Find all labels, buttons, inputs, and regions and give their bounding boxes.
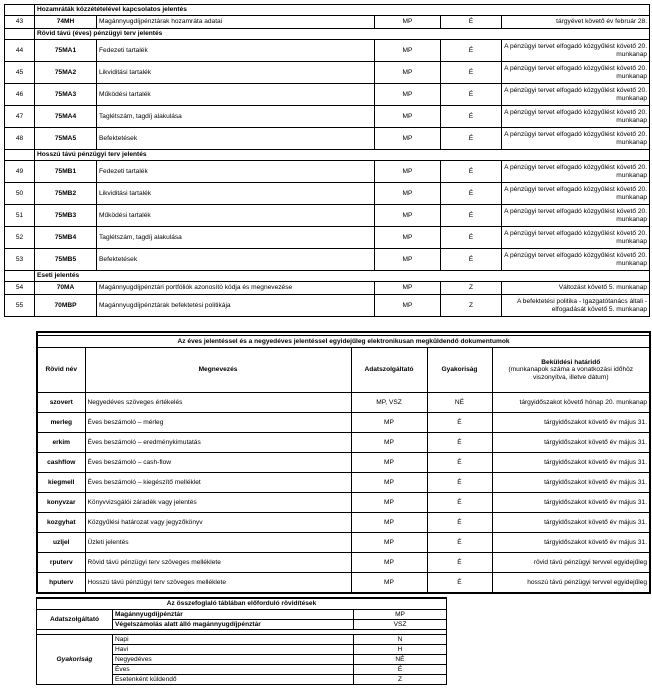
section-title: Hozamráták közzétételével kapcsolatos jelentés — [35, 5, 650, 16]
table-row — [37, 533, 650, 553]
table-row — [5, 161, 650, 183]
row-deadline: rövid távú pénzügyi tervvel egyidejűleg — [492, 553, 650, 573]
row-provider: MP — [351, 533, 427, 553]
abbr-name: Napi — [113, 635, 354, 645]
row-number: 52 — [5, 227, 35, 249]
row-frequency: Z — [441, 282, 502, 295]
documents-table — [36, 331, 651, 594]
table-row — [37, 433, 650, 453]
abbr-code: Z — [354, 675, 447, 685]
row-deadline: A pénzügyi tervet elfogadó közgyűlést követő 20. munkanap — [502, 161, 650, 183]
row-deadline: tárgyévet követő év február 28. — [502, 16, 650, 29]
row-deadline: tárgyidőszakot követő hónap 20. munkanap — [492, 393, 650, 413]
table-row — [37, 635, 447, 645]
header-provider: Adatszolgáltató — [351, 348, 427, 393]
row-deadline: A pénzügyi tervet elfogadó közgyűlést követő 20. munkanap — [502, 249, 650, 271]
row-deadline: A pénzügyi tervet elfogadó közgyűlést követő 20. munkanap — [502, 227, 650, 249]
row-deadline: Változást követő 5. munkanap — [502, 282, 650, 295]
row-frequency: É — [441, 16, 502, 29]
row-name: Fedezeti tartalék — [97, 161, 375, 183]
section-row — [5, 29, 650, 40]
row-frequency: É — [441, 249, 502, 271]
row-code: 70MBP — [35, 295, 97, 317]
row-code: uzljel — [37, 533, 85, 553]
row-name: Rövid távú pénzügyi terv szöveges melléklete — [85, 553, 351, 573]
row-code: merleg — [37, 413, 85, 433]
row-provider: MP — [375, 84, 441, 106]
row-code: 75MB3 — [35, 205, 97, 227]
row-deadline: tárgyidőszakot követő év május 31. — [492, 533, 650, 553]
abbr-code: NÉ — [354, 655, 447, 665]
row-code: hputerv — [37, 573, 85, 594]
table-row — [5, 227, 650, 249]
table-row — [5, 183, 650, 205]
row-frequency: É — [427, 413, 492, 433]
row-code: cashflow — [37, 453, 85, 473]
table-row — [37, 493, 650, 513]
row-name: Magánnyugdíjpénztárak hozamráta adatai — [97, 16, 375, 29]
header-deadline-note: (munkanapok száma a vonatkozási időhöz viszonyítva, illetve dátum) — [508, 366, 634, 381]
row-number: 46 — [5, 84, 35, 106]
row-name: Taglétszám, tagdíj alakulása — [97, 106, 375, 128]
row-frequency: É — [441, 106, 502, 128]
abbr-name: Esetenként küldendő — [113, 675, 354, 685]
row-name: Könyvvizsgálói záradék vagy jelentés — [85, 493, 351, 513]
row-name: Éves beszámoló – cash-flow — [85, 453, 351, 473]
row-number: 45 — [5, 62, 35, 84]
table-row — [37, 453, 650, 473]
row-number: 43 — [5, 16, 35, 29]
row-name: Taglétszám, tagdíj alakulása — [97, 227, 375, 249]
row-deadline: A pénzügyi tervet elfogadó közgyűlést követő 20. munkanap — [502, 106, 650, 128]
row-deadline: A pénzügyi tervet elfogadó közgyűlést követő 20. munkanap — [502, 62, 650, 84]
row-frequency: É — [441, 183, 502, 205]
row-frequency: É — [427, 553, 492, 573]
row-name: Fedezeti tartalék — [97, 40, 375, 62]
report-table — [4, 4, 650, 317]
row-frequency: Z — [441, 295, 502, 317]
row-code: erkim — [37, 433, 85, 453]
row-frequency: É — [427, 533, 492, 553]
row-code: 75MA4 — [35, 106, 97, 128]
abbr-name: Havi — [113, 645, 354, 655]
table-row — [5, 40, 650, 62]
header-code: Rövid név — [37, 348, 85, 393]
abbr-name: Magánnyugdíjpénztár — [113, 610, 354, 620]
row-name: Negyedéves szöveges értékelés — [85, 393, 351, 413]
row-code: 75MA1 — [35, 40, 97, 62]
row-code: 75MB2 — [35, 183, 97, 205]
row-frequency: É — [427, 473, 492, 493]
row-code: szovert — [37, 393, 85, 413]
row-number: 44 — [5, 40, 35, 62]
row-name: Likviditási tartalék — [97, 62, 375, 84]
row-deadline: tárgyidőszakot követő év május 31. — [492, 433, 650, 453]
header-name: Megnevezés — [85, 348, 351, 393]
abbr-name: Végelszámolás alatt álló magánnyugdíjpénztár — [113, 620, 354, 630]
section-row — [5, 5, 650, 16]
row-name: Likviditási tartalék — [97, 183, 375, 205]
row-number: 53 — [5, 249, 35, 271]
table-row — [5, 249, 650, 271]
row-code: rputerv — [37, 553, 85, 573]
abbr-code: É — [354, 665, 447, 675]
row-number: 47 — [5, 106, 35, 128]
abbr-code: MP — [354, 610, 447, 620]
table-row — [37, 513, 650, 533]
row-deadline: A pénzügyi tervet elfogadó közgyűlést követő 20. munkanap — [502, 40, 650, 62]
row-code: 75MB1 — [35, 161, 97, 183]
row-code: 75MA2 — [35, 62, 97, 84]
row-deadline: tárgyidőszakot követő év május 31. — [492, 513, 650, 533]
row-frequency: NÉ — [427, 393, 492, 413]
row-provider: MP — [351, 413, 427, 433]
row-provider: MP — [375, 295, 441, 317]
row-provider: MP — [351, 453, 427, 473]
row-deadline: tárgyidőszakot követő év május 31. — [492, 453, 650, 473]
table-row — [37, 610, 447, 620]
group-label-frequency: Gyakoriság — [37, 635, 113, 685]
row-provider: MP — [375, 183, 441, 205]
abbr-code: VSZ — [354, 620, 447, 630]
row-provider: MP — [375, 249, 441, 271]
row-name: Éves beszámoló – kiegészítő melléklet — [85, 473, 351, 493]
row-code: 70MA — [35, 282, 97, 295]
section-title: Rövid távú (éves) pénzügyi terv jelentés — [35, 29, 650, 40]
row-number: 50 — [5, 183, 35, 205]
row-name: Befektetések — [97, 128, 375, 150]
row-name: Éves beszámoló – eredménykimutatás — [85, 433, 351, 453]
table-row — [5, 62, 650, 84]
section-title: Hosszú távú pénzügyi terv jelentés — [35, 150, 650, 161]
row-frequency: É — [427, 493, 492, 513]
row-frequency: É — [441, 161, 502, 183]
row-frequency: É — [427, 453, 492, 473]
row-deadline: A pénzügyi tervet elfogadó közgyűlést követő 20. munkanap — [502, 84, 650, 106]
row-deadline: tárgyidőszakot követő év május 31. — [492, 473, 650, 493]
row-provider: MP — [375, 62, 441, 84]
group-label-provider: Adatszolgáltató — [37, 610, 113, 630]
section-row — [5, 271, 650, 282]
row-frequency: É — [441, 40, 502, 62]
section-row — [5, 150, 650, 161]
row-provider: MP — [375, 106, 441, 128]
row-frequency: É — [427, 433, 492, 453]
header-deadline — [492, 348, 650, 393]
row-code: 75MB5 — [35, 249, 97, 271]
row-frequency: É — [441, 205, 502, 227]
row-name: Befektetések — [97, 249, 375, 271]
row-name: Magánnyugdíjpénztárak befektetési politikája — [97, 295, 375, 317]
table-row — [5, 128, 650, 150]
row-provider: MP — [375, 227, 441, 249]
row-name: Működési tartalék — [97, 205, 375, 227]
row-name: Magánnyugdíjpénztári portfóliók azonosító kódja és megnevezése — [97, 282, 375, 295]
row-provider: MP, VSZ — [351, 393, 427, 413]
row-deadline: A pénzügyi tervet elfogadó közgyűlést követő 20. munkanap — [502, 205, 650, 227]
table-row — [5, 16, 650, 29]
row-provider: MP — [351, 473, 427, 493]
header-frequency: Gyakoriság — [427, 348, 492, 393]
row-frequency: É — [441, 62, 502, 84]
row-provider: MP — [375, 16, 441, 29]
table-row — [5, 295, 650, 317]
row-provider: MP — [375, 161, 441, 183]
row-provider: MP — [351, 553, 427, 573]
section-title: Eseti jelentés — [35, 271, 650, 282]
table-row — [5, 205, 650, 227]
table-row — [37, 393, 650, 413]
row-name: Éves beszámoló – mérleg — [85, 413, 351, 433]
row-number: 54 — [5, 282, 35, 295]
row-code: 75MA5 — [35, 128, 97, 150]
abbreviations-table — [36, 597, 447, 685]
table-row — [37, 473, 650, 493]
row-code: konyvzar — [37, 493, 85, 513]
row-code: 75MA3 — [35, 84, 97, 106]
row-provider: MP — [351, 513, 427, 533]
row-deadline: A pénzügyi tervet elfogadó közgyűlést követő 20. munkanap — [502, 183, 650, 205]
table-row — [5, 84, 650, 106]
row-name: Üzleti jelentés — [85, 533, 351, 553]
documents-title: Az éves jelentéssel és a negyedéves jelentéssel egyidejűleg elektronikusan megküldendő dokumentumok — [37, 336, 650, 348]
row-deadline: A befektetési politika - Igazgatótanács általi - elfogadását követő 5. munkanap — [502, 295, 650, 317]
row-provider: MP — [351, 493, 427, 513]
row-number: 55 — [5, 295, 35, 317]
row-code: 75MB4 — [35, 227, 97, 249]
row-deadline: A pénzügyi tervet elfogadó közgyűlést követő 20. munkanap — [502, 128, 650, 150]
abbr-code: N — [354, 635, 447, 645]
row-provider: MP — [351, 573, 427, 594]
row-code: 74MH — [35, 16, 97, 29]
table-row — [37, 573, 650, 594]
row-provider: MP — [351, 433, 427, 453]
row-deadline: tárgyidőszakot követő év május 31. — [492, 493, 650, 513]
table-row — [5, 106, 650, 128]
row-provider: MP — [375, 205, 441, 227]
table-row — [37, 553, 650, 573]
row-frequency: É — [427, 513, 492, 533]
abbr-title-row — [37, 598, 447, 610]
row-frequency: É — [427, 573, 492, 594]
row-frequency: É — [441, 128, 502, 150]
row-provider: MP — [375, 128, 441, 150]
table-row — [5, 282, 650, 295]
row-name: Hosszú távú pénzügyi terv szöveges melléklete — [85, 573, 351, 594]
row-number: 48 — [5, 128, 35, 150]
row-number: 49 — [5, 161, 35, 183]
row-code: kozgyhat — [37, 513, 85, 533]
row-provider: MP — [375, 282, 441, 295]
table-row — [37, 413, 650, 433]
row-name: Működési tartalék — [97, 84, 375, 106]
abbr-name: Éves — [113, 665, 354, 675]
row-name: Közgyűlési határozat vagy jegyzőkönyv — [85, 513, 351, 533]
row-deadline: hosszú távú pénzügyi tervvel egyidejűleg — [492, 573, 650, 594]
row-deadline: tárgyidőszakot követő év május 31. — [492, 413, 650, 433]
abbr-name: Negyedéves — [113, 655, 354, 665]
row-number: 51 — [5, 205, 35, 227]
row-frequency: É — [441, 227, 502, 249]
abbr-title: Az összefoglaló táblában előforduló rövidítések — [37, 598, 447, 610]
row-frequency: É — [441, 84, 502, 106]
abbr-code: H — [354, 645, 447, 655]
row-code: kiegmell — [37, 473, 85, 493]
header-deadline-label: Beküldési határidő — [541, 358, 601, 366]
row-provider: MP — [375, 40, 441, 62]
